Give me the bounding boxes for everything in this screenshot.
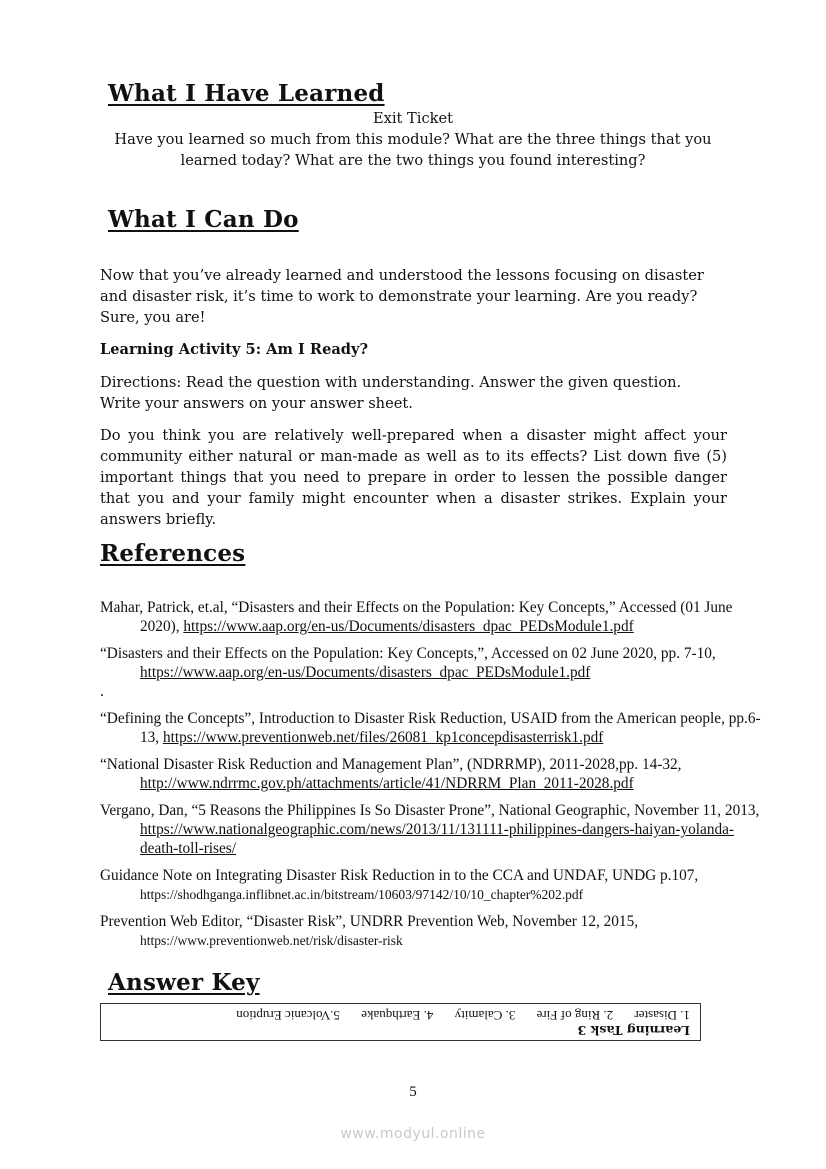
reference-item — [100, 598, 772, 636]
answer-key-task-title: Learning Task 3 — [577, 1023, 690, 1038]
exit-ticket-block — [100, 108, 726, 171]
can-do-intro: Now that you’ve already learned and understood the lessons focusing on disaster and disaster risk, it’s time to work to demonstrate your learning. Are you ready? Sure, you are! — [100, 267, 704, 326]
reference-link[interactable]: https://www.preventionweb.net/files/26081_kp1concepdisasterrisk1.pdf — [162, 729, 604, 746]
heading-what-i-have-learned: What I Have Learned — [108, 80, 385, 107]
reference-text: “National Disaster Risk Reduction and Management Plan”, (NDRRMP), 2011-2028,pp. 14-32, — [100, 756, 682, 773]
page-number: 5 — [409, 1084, 417, 1100]
answer-item: 2. Ring of Fire — [536, 1008, 614, 1023]
reference-text: Mahar, Patrick, et.al, “Disasters and their Effects on the Population: Key Concepts,” Accessed (01 June 2020), — [100, 599, 733, 635]
heading-what-i-can-do: What I Can Do — [108, 206, 299, 233]
reference-item — [100, 644, 772, 701]
reference-text: Guidance Note on Integrating Disaster Risk Reduction in to the CCA and UNDAF, UNDG p.107, — [100, 867, 699, 884]
reference-item — [100, 866, 772, 904]
reference-text: “Defining the Concepts”, Introduction to Disaster Risk Reduction, USAID from the American people, pp.6-13, — [100, 710, 761, 746]
answer-item: 4. Earthquake — [361, 1008, 434, 1023]
reference-url: https://www.preventionweb.net/risk/disaster-risk — [140, 933, 403, 948]
reference-item — [100, 801, 772, 858]
reference-text: Vergano, Dan, “5 Reasons the Philippines Is So Disaster Prone”, National Geographic, November 11, 2013, — [100, 802, 760, 819]
answer-item: 3. Calamity — [454, 1008, 516, 1023]
exit-ticket-prompt-1: Have you learned so much from this module? What are the three things that you — [114, 131, 712, 148]
reference-link[interactable]: https://www.nationalgeographic.com/news/2013/11/131111-philippines-dangers-haiyan-yolanda-death-toll-rises/ — [140, 821, 735, 857]
watermark: www.modyul.online — [340, 1126, 486, 1142]
activity-title: Learning Activity 5: Am I Ready? — [100, 341, 369, 358]
reference-text: Prevention Web Editor, “Disaster Risk”, UNDRR Prevention Web, November 12, 2015, — [100, 913, 639, 930]
reference-link[interactable]: https://www.aap.org/en-us/Documents/disasters_dpac_PEDsModule1.pdf — [140, 664, 591, 681]
activity-question: Do you think you are relatively well-prepared when a disaster might affect your community either natural or man-made as well as to its effects? List down five (5) important things that you need to prepare in order to lessen the possible danger that you and your family might encounter when a disaster strikes. Explain your answers briefly. — [100, 427, 727, 528]
reference-text: “Disasters and their Effects on the Population: Key Concepts,”, Accessed on 02 June 2020, pp. 7-10, — [100, 645, 716, 662]
reference-item — [100, 912, 772, 950]
reference-tail: . — [100, 683, 104, 700]
heading-references: References — [100, 540, 246, 567]
answer-item: 1. Disaster — [634, 1008, 690, 1023]
reference-item — [100, 709, 772, 747]
activity-directions: Directions: Read the question with understanding. Answer the given question. Write your answers on your answer sheet. — [100, 374, 682, 412]
reference-item — [100, 755, 772, 793]
reference-link[interactable]: https://www.aap.org/en-us/Documents/disasters_dpac_PEDsModule1.pdf — [183, 618, 634, 635]
exit-ticket-prompt-2: learned today? What are the two things you found interesting? — [180, 152, 646, 169]
exit-ticket-title: Exit Ticket — [373, 110, 453, 127]
heading-answer-key: Answer Key — [108, 969, 260, 996]
reference-url: https://shodhganga.inflibnet.ac.in/bitstream/10603/97142/10/10_chapter%202.pdf — [140, 887, 584, 902]
reference-link[interactable]: http://www.ndrrmc.gov.ph/attachments/article/41/NDRRM_Plan_2011-2028.pdf — [140, 775, 634, 792]
reference-list — [100, 598, 772, 958]
answer-item: 5.Volcanic Eruption — [236, 1008, 340, 1023]
answer-key-box — [100, 1003, 701, 1041]
